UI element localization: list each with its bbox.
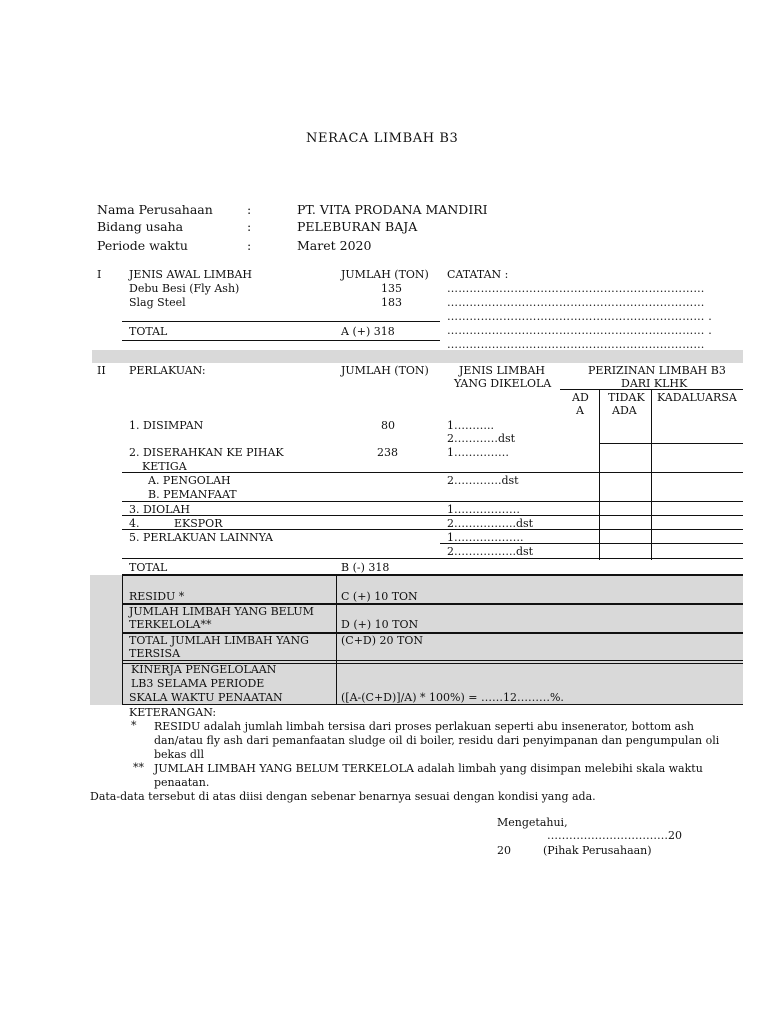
treatment-pemanfaat: B. PEMANFAAT	[148, 488, 237, 501]
permit-header: DARI KLHK	[621, 377, 688, 390]
treatment-disimpan-type: 1………..	[447, 419, 494, 432]
permit-header: PERIZINAN LIMBAH B3	[588, 364, 726, 377]
treatment-disimpan: 1. DISIMPAN	[129, 419, 204, 432]
row-rule	[122, 529, 743, 530]
unmanaged-label: TERKELOLA**	[129, 618, 212, 631]
unmanaged-label: JUMLAH LIMBAH YANG BELUM	[129, 605, 314, 618]
waste-row-amount: 183	[381, 296, 402, 309]
remaining-label: TERSISA	[129, 647, 181, 660]
col-ada: A	[576, 404, 584, 417]
summary-rule	[122, 660, 743, 661]
section-2-total-value: B (-) 318	[341, 561, 390, 574]
treatment-pengolah: A. PENGOLAH	[148, 474, 231, 487]
treatment-lainnya-type: 1……………….	[447, 531, 524, 544]
treatment-lainnya-type: 2……………..dst	[447, 545, 534, 558]
waste-type-header: JENIS LIMBAH	[459, 364, 545, 377]
section-1-number: I	[97, 268, 102, 281]
col-kadaluarsa: KADALUARSA	[657, 391, 737, 404]
section-1-total-rule	[122, 321, 440, 322]
row-rule	[599, 443, 743, 444]
section-1-amount-header: JUMLAH (TON)	[341, 268, 429, 281]
notes-line: ……………………………………………………………	[447, 296, 705, 309]
section-2-total-label: TOTAL	[129, 561, 168, 574]
section-2-bottom-rule	[122, 574, 743, 576]
permit-col-divider	[651, 389, 652, 560]
signature-date-line: ……………………………20	[547, 829, 682, 842]
treatment-diserahkan: 2. DISERAHKAN KE PIHAK	[129, 446, 284, 459]
table-col-divider	[122, 575, 123, 705]
section-2-treatment-header: PERLAKUAN:	[129, 364, 206, 377]
business-field-label: Bidang usaha	[97, 219, 184, 234]
table-col-divider	[336, 575, 337, 705]
unmanaged-value: D (+) 10 TON	[341, 618, 419, 631]
treatment-diolah: 3. DIOLAH	[129, 503, 191, 516]
treatment-ekspor-type: 2……………..dst	[447, 517, 534, 530]
residu-label: RESIDU *	[129, 590, 185, 603]
section-1-notes-header: CATATAN :	[447, 268, 509, 281]
note-2-marker: **	[133, 761, 144, 774]
note-1-text: dan/atau fly ash dari pemanfaatan sludge oil di boiler, residu dari penyimpanan dan pengumpulan oli	[154, 734, 720, 747]
summary-bottom-rule	[122, 704, 743, 705]
treatment-diolah-type: 1………………	[447, 503, 520, 516]
note-2-text: penaatan.	[154, 776, 210, 789]
signature-year: 20	[497, 844, 511, 857]
row-rule	[122, 472, 743, 473]
period-value: Maret 2020	[297, 238, 372, 253]
section-2-number: II	[97, 364, 106, 377]
section-separator-band	[92, 350, 743, 363]
permit-col-divider	[599, 389, 600, 560]
business-field-value: PELEBURAN BAJA	[297, 219, 418, 234]
treatment-pengolah-type: 2………….dst	[447, 474, 519, 487]
treatment-diserahkan: KETIGA	[142, 460, 187, 473]
declaration-text: Data-data tersebut di atas diisi dengan sebenar benarnya sesuai dengan kondisi yang ada.	[90, 790, 596, 803]
business-field-colon: :	[247, 219, 252, 234]
performance-label: LB3 SELAMA PERIODE	[131, 677, 265, 690]
waste-row-amount: 135	[381, 282, 402, 295]
page-title: NERACA LIMBAH B3	[306, 131, 459, 146]
notes-heading: KETERANGAN:	[129, 706, 217, 719]
company-name-label: Nama Perusahaan	[97, 202, 213, 217]
signature-party: (Pihak Perusahaan)	[543, 844, 652, 857]
col-tidak-ada: ADA	[612, 404, 637, 417]
notes-line: …………………………………………………………… .	[447, 310, 712, 323]
period-colon: :	[247, 238, 252, 253]
notes-line: ……………………………………………………………	[447, 282, 705, 295]
signature-known: Mengetahui,	[497, 816, 568, 829]
performance-label: SKALA WAKTU PENAATAN	[129, 691, 283, 704]
waste-row-name: Slag Steel	[129, 296, 186, 309]
treatment-disimpan-type: 2…………dst	[447, 432, 516, 445]
treatment-lainnya: 5. PERLAKUAN LAINNYA	[129, 531, 273, 544]
section-1-total-value: A (+) 318	[341, 325, 395, 338]
section-2-amount-header: JUMLAH (TON)	[341, 364, 429, 377]
waste-type-header: YANG DIKELOLA	[454, 377, 552, 390]
col-ada: AD	[572, 391, 589, 404]
treatment-ekspor: EKSPOR	[174, 517, 223, 530]
note-1-text: RESIDU adalah jumlah limbah tersisa dari proses perlakuan seperti abu insenerator, bottom ash	[154, 720, 694, 733]
residu-value: C (+) 10 TON	[341, 590, 418, 603]
row-rule	[440, 543, 743, 544]
performance-formula: ([A-(C+D)]/A) * 100%) = ……12………%.	[341, 691, 564, 704]
col-tidak-ada: TIDAK	[608, 391, 645, 404]
treatment-diserahkan-type: 1……………	[447, 446, 509, 459]
row-rule	[122, 515, 743, 516]
remaining-value: (C+D) 20 TON	[341, 634, 424, 647]
note-1-text: bekas dll	[154, 748, 204, 761]
row-rule	[122, 501, 743, 502]
treatment-ekspor-number: 4.	[129, 517, 140, 530]
row-rule	[122, 558, 743, 559]
remaining-label: TOTAL JUMLAH LIMBAH YANG	[129, 634, 309, 647]
notes-line: …………………………………………………………… .	[447, 324, 712, 337]
note-1-marker: *	[131, 719, 137, 732]
notes-line: ……………………………………………………………	[447, 338, 705, 351]
section-1-total-label: TOTAL	[129, 325, 168, 338]
period-label: Periode waktu	[97, 238, 188, 253]
company-name-colon: :	[247, 202, 252, 217]
performance-label: KINERJA PENGELOLAAN	[131, 663, 277, 676]
waste-row-name: Debu Besi (Fly Ash)	[129, 282, 240, 295]
company-name-value: PT. VITA PRODANA MANDIRI	[297, 202, 488, 217]
treatment-diserahkan-amount: 238	[377, 446, 398, 459]
note-2-text: JUMLAH LIMBAH YANG BELUM TERKELOLA adalah limbah yang disimpan melebihi skala waktu	[154, 762, 703, 775]
section-1-bottom-rule	[122, 340, 440, 341]
treatment-disimpan-amount: 80	[381, 419, 395, 432]
section-1-type-header: JENIS AWAL LIMBAH	[129, 268, 252, 281]
